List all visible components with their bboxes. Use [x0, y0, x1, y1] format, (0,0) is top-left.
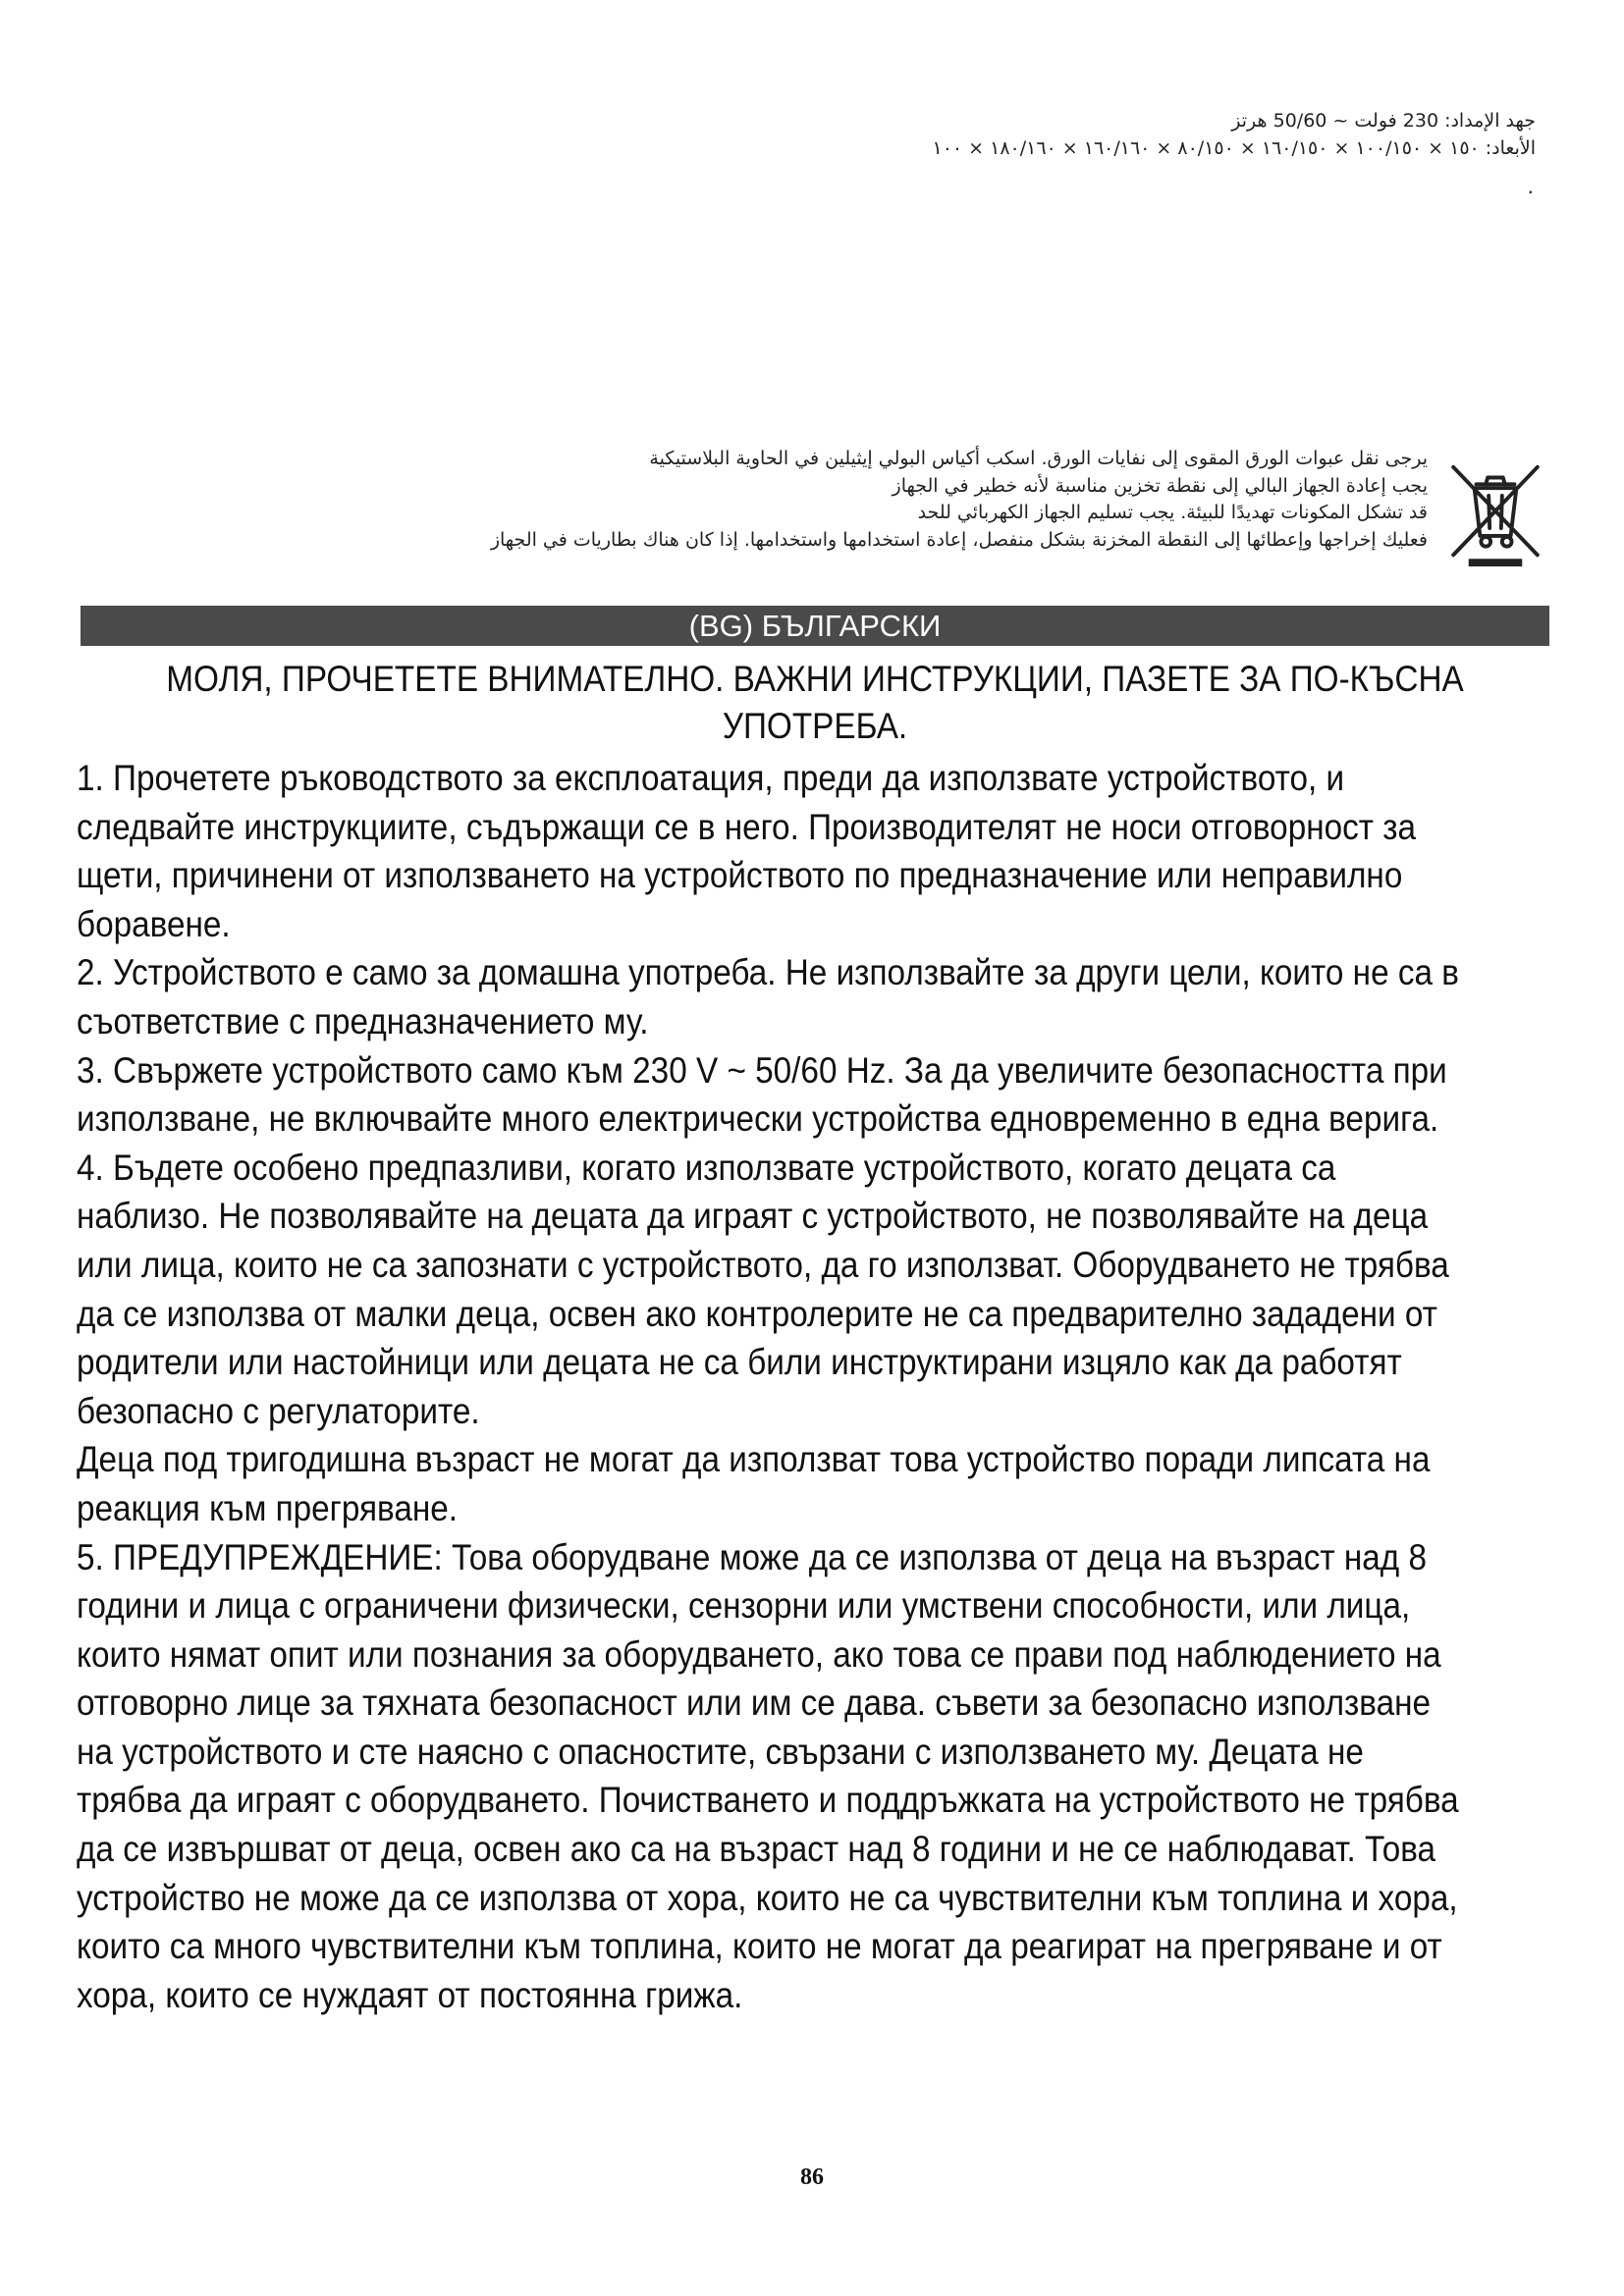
arabic-env-line: يجب إعادة الجهاز البالي إلى نقطة تخزين مناسبة لأنه خطير في الجهاز [892, 474, 1428, 497]
instruction-paragraph: 2. Устройството е само за домашна употреба. Не използвайте за други цели, които не са в съответствие с предназначението му. [77, 952, 1459, 1041]
crossed-out-wheelie-bin-icon [1447, 459, 1543, 569]
arabic-voltage-spec: جهد الإمداد: 230 فولت ~ 50/60 هرتز [1231, 110, 1536, 132]
safety-instructions [77, 754, 1469, 2019]
arabic-dimensions-spec: الأبعاد: ١٥٠ × ١٠٠/١٥٠ × ١٦٠/١٥٠ × ٨٠/١٥٠ × ١٦٠/١٦٠ × ١٨٠/١٦٠ × ١٠٠ [932, 137, 1536, 159]
arabic-env-line: يرجى نقل عبوات الورق المقوى إلى نفايات الورق. اسكب أكياس البولي إيثيلين في الحاوية البلاستيكية [649, 448, 1428, 469]
arabic-env-line: فعليك إخراجها وإعطائها إلى النقطة المخزنة بشكل منفصل، إعادة استخدامها واستخدامها. إذا كان هناك بطاريات في الجهاز [490, 528, 1428, 551]
instruction-paragraph: Деца под тригодишна възраст не могат да използват това устройство поради липсата на реакция към прегряване. [77, 1439, 1431, 1528]
instruction-paragraph: 5. ПРЕДУПРЕЖДЕНИЕ: Това оборудване може да се използва от деца на възраст над 8 години и лица с ограничени физически, сензорни или умствени способности, или лица, които нямат опит или познания за оборудването, ако това се прави под наблюдението на отговорно лице за тяхната безопасност или им се дава. съвети за безопасно използване на устройството и сте наясно с опасностите, свързани с използването му. Децата не трябва да играят с оборудването. Почистването и поддръжката на устройството не трябва да се извършват от деца, освен ако са на възраст над 8 години и не се наблюдават. Това устройство не може да се използва от хора, които не са чувствителни към топлина и хора, които са много чувствителни към топлина, които не могат да реагират на прегряване и от хора, които се нуждаят от постоянна грижа. [77, 1536, 1459, 2015]
instruction-paragraph: 1. Прочетете ръководството за експлоатация, преди да използвате устройството, и следвайте инструкциите, съдържащи се в него. Производителят не носи отговорност за щети, причинени от използването на устройството по предназначение или неправилно боравене. [77, 758, 1417, 944]
instruction-paragraph: 3. Свържете устройството само към 230 V ~ 50/60 Hz. За да увеличите безопасността при използване, не включвайте много електрически устройства едновременно в една верига. [77, 1049, 1447, 1140]
arabic-environment-notice [289, 446, 1428, 554]
page-number: 86 [800, 2164, 824, 2190]
arabic-env-line: قد تشكل المكونات تهديدًا للبيئة. يجب تسليم الجهاز الكهربائي للحد [917, 502, 1428, 523]
instruction-paragraph: 4. Бъдете особено предпазливи, когато използвате устройството, когато децата са наблизо. Не позволявайте на децата да играят с устройството, не позволявайте на деца или лица, които не са запознати с устройството, да го използват. Оборудването не трябва да се използва от малки деца, освен ако контролерите не са предварително зададени от родители или настойници или децата не са били инструктирани изцяло как да работят безопасно с регулаторите. [77, 1147, 1449, 1431]
arabic-spec-dot: . [1527, 175, 1534, 198]
language-section-bar: (BG) БЪЛГАРСКИ [81, 606, 1549, 646]
safety-heading: МОЛЯ, ПРОЧЕТЕТЕ ВНИМАТЕЛНО. ВАЖНИ ИНСТРУКЦИИ, ПАЗЕТЕ ЗА ПО-КЪСНА УПОТРЕБА. [166, 659, 1464, 746]
